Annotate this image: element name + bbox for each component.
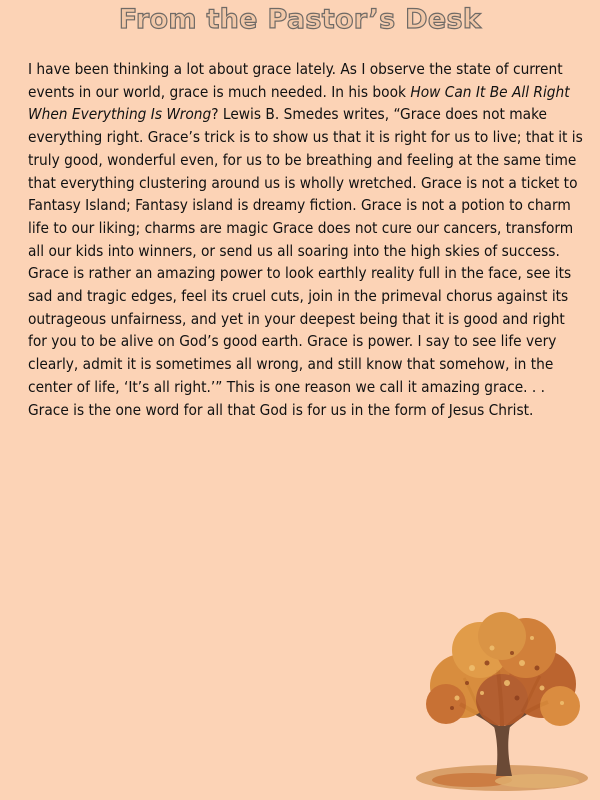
autumn-tree-icon xyxy=(412,608,592,792)
article-intro: I have been thinking a lot about grace lately. As I observe the state of current events in our world, grace is much needed. In his book xyxy=(28,60,563,101)
book-title: How Can It Be All Right When Everything Is Wrong xyxy=(28,82,570,124)
article-text: ? Lewis B. Smedes writes, “Grace does not make everything right. Grace’s trick is to show us that it is right for us to live; that it is truly good, wonderful even, for us to be breathing and feeling at the same time that everything clustering around us is wholly wretched. Grace is not a ticket to Fantasy Island; Fantasy island is dreamy fiction. Grace is not a potion to charm life to our liking; charms are magic Grace does not cure our cancers, transform all our kids into winners, or send us all soaring into the high skies of success. Grace is rather an amazing power to look earthly reality full in the face, see its sad and tragic edges, feel its cruel cuts, join in the primeval chorus against its outrageous unfairness, and yet in your deepest being that it is good and right for you to be alive on God’s good earth. Grace is power. I say to see life very clearly, admit it is sometimes all wrong, and still know that somehow, in the center of life, ‘It’s all right.’” This is one reason we call it amazing grace. . . Grace is the one word for all that God is for us in the form of Jesus Christ. xyxy=(28,105,583,419)
article-body xyxy=(28,58,584,421)
page-title: From the Pastor’s Desk xyxy=(118,4,482,35)
